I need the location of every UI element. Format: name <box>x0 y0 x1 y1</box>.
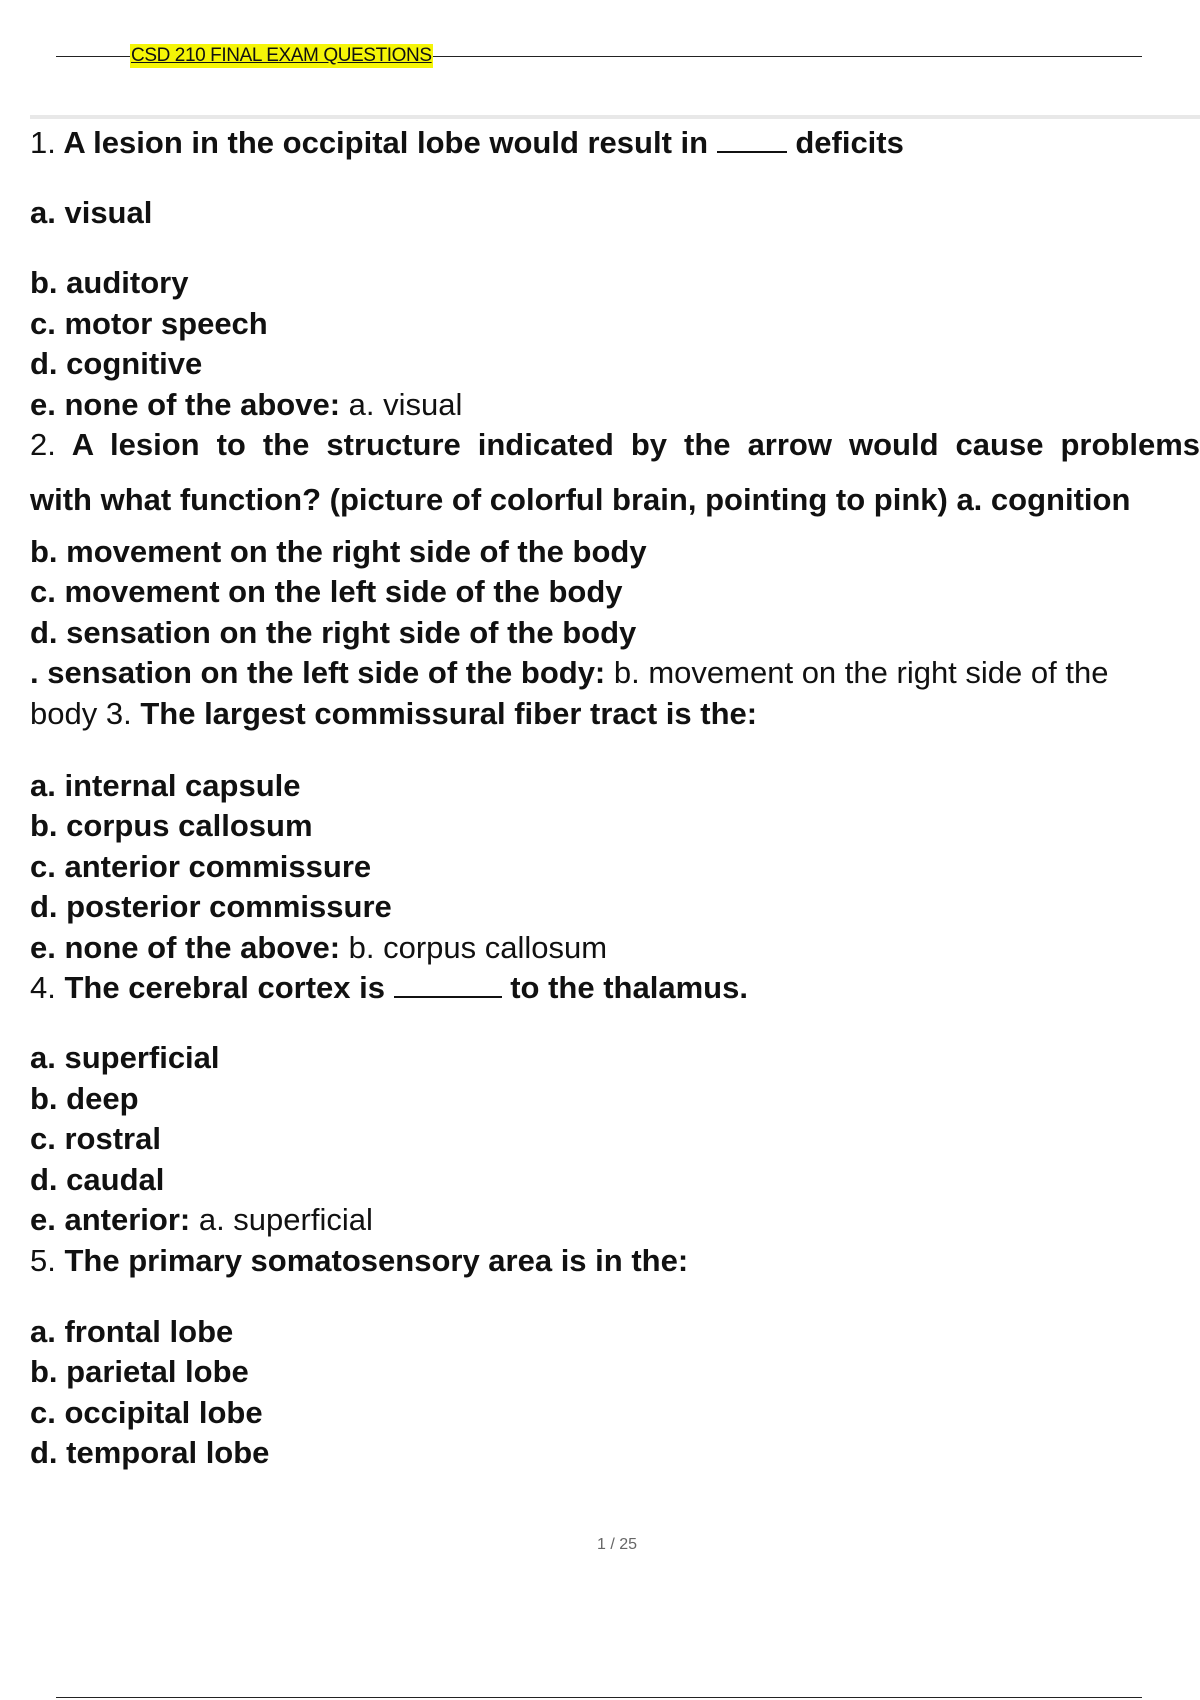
question-number: 1. <box>30 125 56 160</box>
option-c: c. rostral <box>30 1121 161 1156</box>
option-a: a. visual <box>30 195 153 230</box>
question-text: A lesion in the occipital lobe would result in <box>63 125 709 160</box>
option-d: d. posterior commissure <box>30 889 392 924</box>
option-text: e. none of the above: <box>30 930 341 965</box>
option-a: a. internal capsule <box>30 768 301 803</box>
option-a: a. superficial <box>30 1040 220 1075</box>
answer-text: a. superficial <box>198 1202 373 1237</box>
option-b: b. parietal lobe <box>30 1354 249 1389</box>
option-d: d. cognitive <box>30 346 203 381</box>
option-b: b. corpus callosum <box>30 808 313 843</box>
option-e <box>30 386 462 424</box>
option-c: c. occipital lobe <box>30 1395 263 1430</box>
question-1 <box>30 124 904 162</box>
question-3 <box>30 695 757 733</box>
option-text: e. anterior: <box>30 1202 191 1237</box>
question-text: The largest commissural fiber tract is the: <box>140 696 758 731</box>
option-a: a. frontal lobe <box>30 1314 234 1349</box>
option-d: d. sensation on the right side of the body <box>30 615 637 650</box>
question-text: The primary somatosensory area is in the: <box>64 1243 689 1278</box>
answer-text: body <box>30 696 98 731</box>
question-5 <box>30 1242 688 1280</box>
option-e <box>30 929 607 967</box>
option-c: c. movement on the left side of the body <box>30 574 623 609</box>
option-e <box>30 1201 373 1239</box>
question-number: 2. <box>30 427 56 462</box>
question-number: 4. <box>30 970 56 1005</box>
option-b: b. deep <box>30 1081 139 1116</box>
page-number: 1 / 25 <box>596 1536 638 1553</box>
option-d: d. caudal <box>30 1162 165 1197</box>
question-4 <box>30 969 748 1007</box>
option-text: . sensation on the left side of the body: <box>30 655 606 690</box>
footer-rule <box>56 1697 1142 1698</box>
option-c: c. motor speech <box>30 306 268 341</box>
answer-blank <box>717 148 787 153</box>
question-text: A lesion to the structure indicated by the arrow would cause problems <box>71 427 1200 462</box>
answer-text: a. visual <box>348 387 463 422</box>
question-text: deficits <box>795 125 904 160</box>
answer-blank <box>394 993 502 998</box>
option-e <box>30 654 1200 692</box>
question-text: The cerebral cortex is <box>64 970 385 1005</box>
answer-text: b. movement on the right side of the <box>613 655 1109 690</box>
question-2-continued: with what function? (picture of colorful brain, pointing to pink) a. cognition <box>30 482 1131 517</box>
option-c: c. anterior commissure <box>30 849 372 884</box>
document-title: CSD 210 FINAL EXAM QUESTIONS <box>131 45 432 66</box>
option-b: b. movement on the right side of the body <box>30 534 647 569</box>
option-text: e. none of the above: <box>30 387 341 422</box>
question-2 <box>30 426 1200 464</box>
question-text: to the thalamus. <box>510 970 748 1005</box>
answer-text: b. corpus callosum <box>348 930 608 965</box>
option-d: d. temporal lobe <box>30 1435 270 1470</box>
question-number: 5. <box>30 1243 56 1278</box>
question-number: 3. <box>105 696 132 731</box>
option-b: b. auditory <box>30 265 189 300</box>
divider <box>30 115 1200 119</box>
